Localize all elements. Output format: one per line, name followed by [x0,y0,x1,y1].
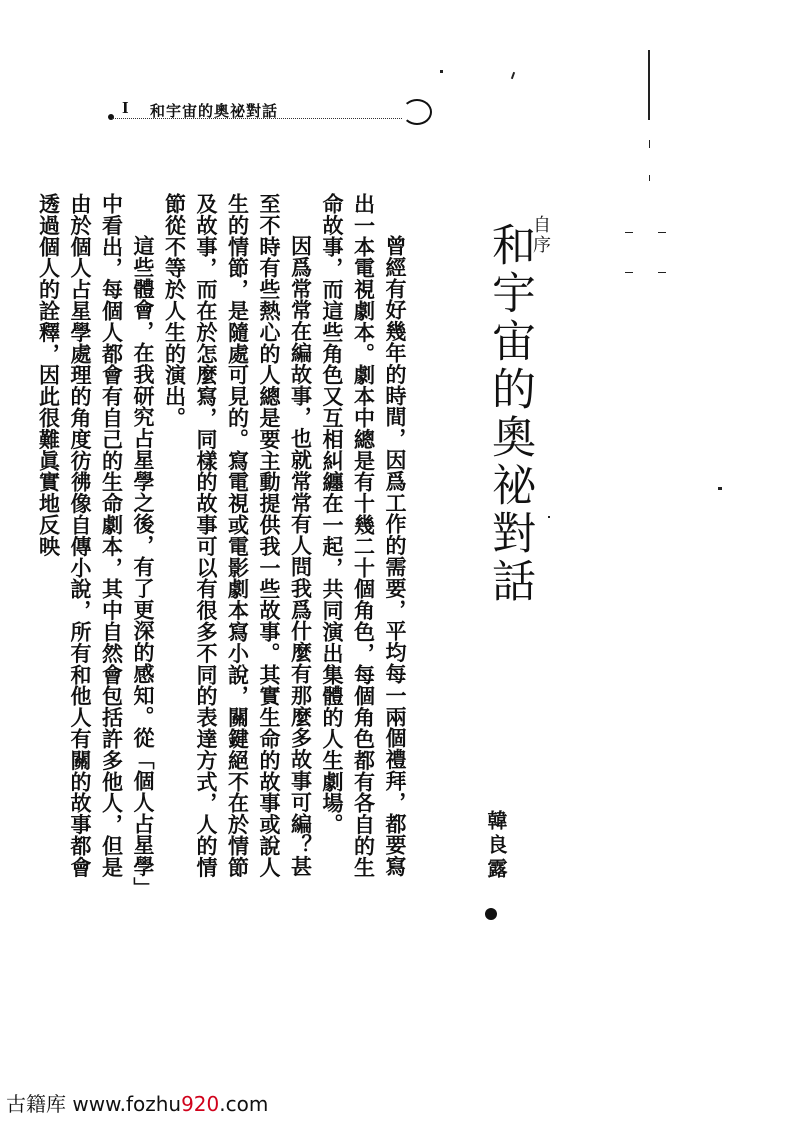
watermark [6,1088,268,1117]
scan-mark [658,272,666,273]
paragraph-1: 曾經有好幾年的時間，因爲工作的需要，平均每一兩個禮拜，都要寫出一本電視劇本。劇本中總是有十幾二十個角色，每個角色都有各自的生命故事，而這些角色又互相糾纏在一起，共同演出集體的人生劇場。 [320,193,407,878]
scan-mark [625,232,633,233]
scan-mark [649,175,650,181]
watermark-suffix: .com [219,1092,269,1116]
paragraph-3: 這些體會，在我研究占星學之後，有了更深的感知。從「個人占星學」中看出，每個人都會有自己的生命劇本，其中自然會包括許多他人，但是由於個人占星學處理的角度彷彿像自傳小說，所有和他人有關的故事都會透過個人的詮釋，因此很難眞實地反映 [36,193,155,888]
scan-mark [648,50,650,120]
scan-mark [511,72,515,79]
running-title: 和宇宙的奧祕對話 [150,102,279,120]
bullet-dot-icon [485,908,497,920]
paragraph-2: 因爲常常在編故事，也就常常有人問我爲什麼有那麼多故事可編？甚至不時有些熱心的人總是要主動提供我一些故事。其實生命的故事或說人生的情節，是隨處可見的。寫電視或電影劇本寫小說，關鍵絕不在於情節及故事，而在於怎麼寫，同樣的故事可以有很多不同的表達方式，人的情節從不等於人生的演出。 [162,193,313,878]
preface-body [32,193,410,893]
preface-label: 自序 [530,215,551,255]
scan-mark [649,140,650,148]
author-name: 韓良露 [484,810,508,882]
scan-mark [440,70,443,73]
scan-mark [718,487,722,490]
scan-mark [548,516,550,518]
scan-mark [658,232,666,233]
watermark-prefix: 古籍库 www.fozhu [6,1092,182,1116]
scan-mark [625,272,633,273]
preface-title: 和宇宙的奧祕對話 [484,222,535,606]
page-number: I [122,98,129,117]
watermark-number: 920 [181,1092,220,1116]
header-ornament-icon [402,99,432,125]
header-dot [108,114,114,120]
header-dotted-rule [112,118,402,119]
